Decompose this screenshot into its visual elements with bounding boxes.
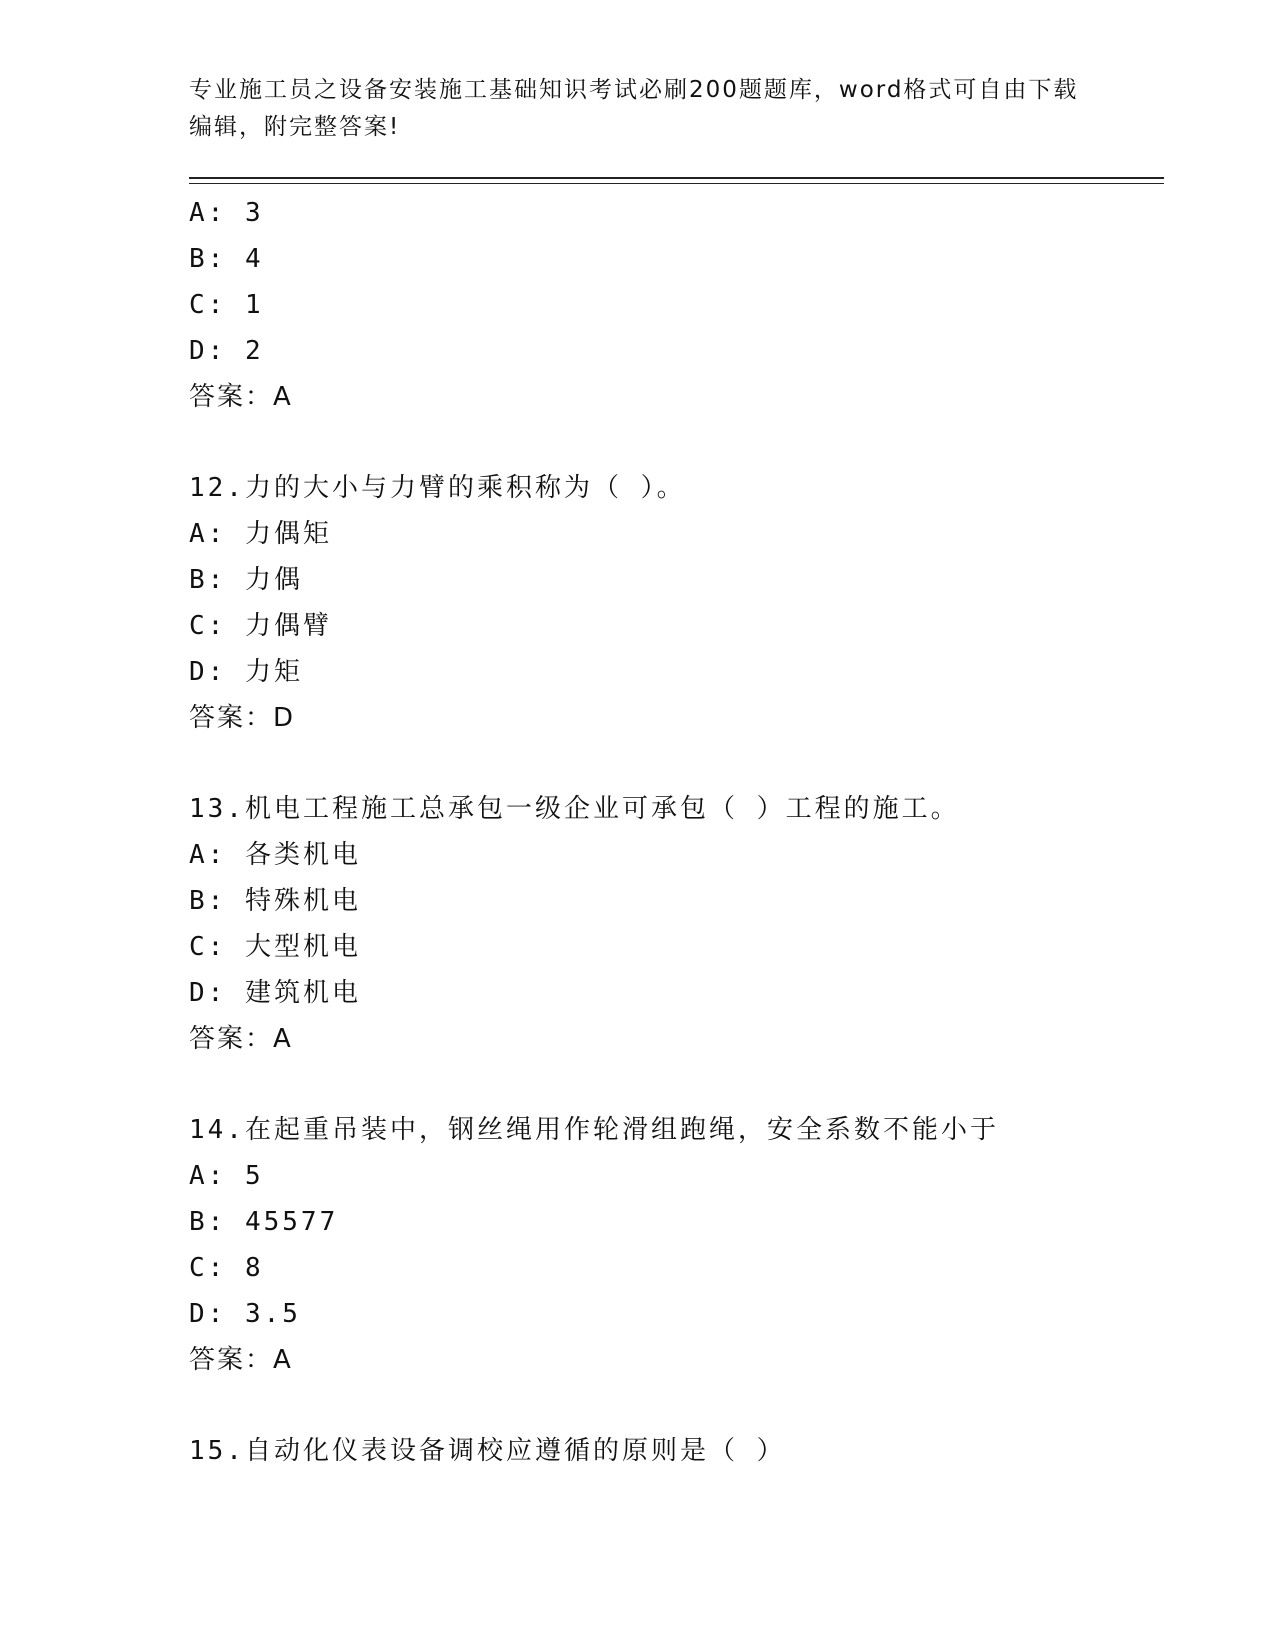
question-text: 12.力的大小与力臂的乘积称为（ ）。: [189, 473, 686, 503]
option-a: A: 各类机电: [189, 840, 361, 870]
answer-line: 答案：A: [189, 382, 293, 412]
option-c: C: 8: [189, 1253, 264, 1283]
header-divider-thin: [189, 183, 1164, 184]
option-d: D: 力矩: [189, 657, 303, 687]
question-block-13: [189, 786, 1169, 1062]
option-b: B: 45577: [189, 1207, 339, 1237]
question-text: 14.在起重吊装中，钢丝绳用作轮滑组跑绳，安全系数不能小于: [189, 1115, 999, 1145]
document-header: [189, 72, 1089, 146]
option-a: A: 5: [189, 1161, 264, 1191]
answer-line: 答案：D: [189, 703, 296, 733]
option-a: A: 3: [189, 198, 264, 228]
header-line-1: 专业施工员之设备安装施工基础知识考试必刷200题题库，word格式可自由下载: [189, 77, 1079, 103]
option-d: D: 3.5: [189, 1299, 301, 1329]
question-block-12: [189, 465, 1169, 741]
option-b: B: 力偶: [189, 565, 303, 595]
option-a: A: 力偶矩: [189, 519, 332, 549]
option-c: C: 1: [189, 290, 264, 320]
option-d: D: 建筑机电: [189, 978, 361, 1008]
question-block-11: [189, 190, 1169, 420]
question-text: 13.机电工程施工总承包一级企业可承包（ ）工程的施工。: [189, 794, 960, 824]
option-c: C: 大型机电: [189, 932, 361, 962]
option-b: B: 特殊机电: [189, 886, 361, 916]
answer-line: 答案：A: [189, 1345, 293, 1375]
option-c: C: 力偶臂: [189, 611, 332, 641]
answer-line: 答案：A: [189, 1024, 293, 1054]
header-divider-thick: [189, 177, 1164, 179]
header-line-2: 编辑，附完整答案!: [189, 114, 401, 140]
option-d: D: 2: [189, 336, 264, 366]
question-list: [189, 190, 1169, 1474]
question-block-14: [189, 1107, 1169, 1383]
question-text: 15.自动化仪表设备调校应遵循的原则是（ ）: [189, 1436, 786, 1466]
question-block-15: [189, 1428, 1169, 1474]
option-b: B: 4: [189, 244, 264, 274]
